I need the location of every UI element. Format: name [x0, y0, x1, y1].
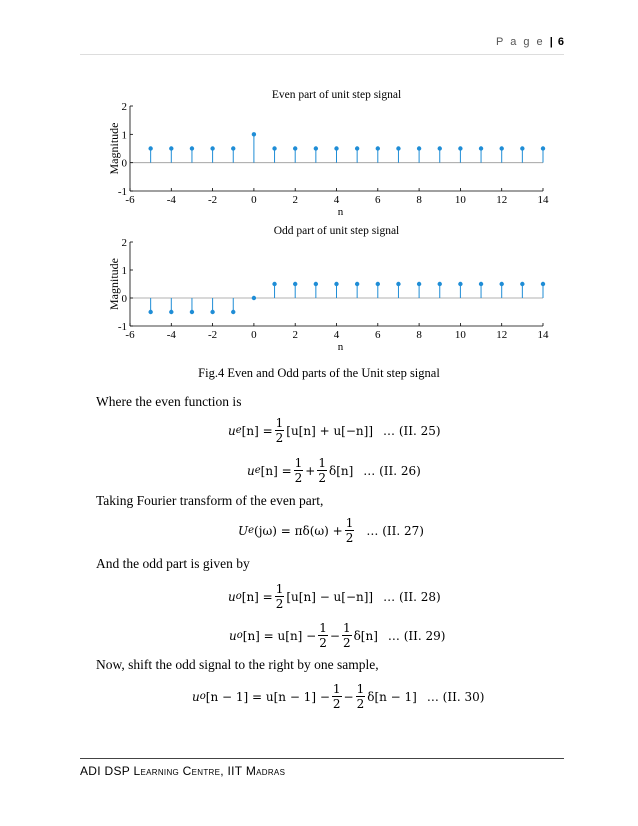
eq-lhs-arg: [n] =: [241, 589, 273, 604]
eq-rhs: δ[n]: [328, 463, 354, 478]
stem-point: [148, 310, 152, 314]
page-number: 6: [557, 36, 564, 48]
x-axis-label: n: [337, 206, 344, 218]
equation-II-27: [238, 516, 424, 545]
x-tick-label: 12: [496, 329, 508, 341]
y-tick-label: -1: [117, 321, 127, 333]
x-tick-label: 14: [537, 329, 549, 341]
fraction: [294, 456, 304, 485]
eq-symbol: u: [228, 589, 236, 604]
x-tick-label: 14: [537, 194, 549, 206]
x-tick-label: -6: [125, 194, 135, 206]
eq-symbol: u: [192, 689, 200, 704]
eq-lhs-arg: [n] = u[n] −: [242, 628, 317, 643]
stem-point: [438, 282, 442, 286]
stem-point: [396, 282, 400, 286]
eq-minus: −: [329, 628, 340, 643]
stem-point: [376, 282, 380, 286]
y-tick-label: 0: [121, 157, 127, 170]
figure-stem-plots: [90, 76, 560, 361]
fraction: [275, 582, 285, 611]
frac-den: 2: [318, 471, 326, 485]
y-axis-label: Magnitude: [107, 122, 121, 175]
x-tick-label: 6: [375, 329, 381, 341]
eq-symbol: u: [229, 628, 237, 643]
page-word: P a g e: [496, 36, 545, 48]
x-tick-label: 4: [333, 329, 340, 341]
stem-point: [231, 146, 235, 150]
stem-point: [190, 146, 194, 150]
frac-den: 2: [332, 697, 341, 711]
fraction: [356, 682, 366, 711]
page-separator: |: [549, 36, 553, 48]
fraction: [332, 682, 342, 711]
eq-lhs-arg: [n − 1] = u[n − 1] −: [205, 689, 330, 704]
stem-point: [314, 146, 318, 150]
y-axis-label: Magnitude: [107, 258, 121, 310]
paragraph-even: Where the even function is: [96, 394, 242, 409]
eq-sub: o: [236, 630, 243, 641]
stem-point: [148, 146, 152, 150]
eq-tag: … (II. 28): [383, 589, 441, 604]
x-tick-label: 8: [416, 194, 422, 206]
eq-plus: +: [305, 463, 316, 478]
fraction: [342, 621, 352, 650]
stem-point: [479, 146, 483, 150]
stem-point: [376, 146, 380, 150]
equation-II-26: [247, 456, 421, 485]
x-tick-label: -4: [166, 194, 176, 206]
stem-point: [396, 146, 400, 150]
x-tick-label: -2: [208, 329, 218, 341]
frac-den: 2: [275, 431, 284, 445]
stem-point: [190, 310, 194, 314]
equation-II-30: [192, 682, 484, 711]
y-tick-label: 2: [121, 101, 127, 113]
stem-point: [417, 282, 421, 286]
stem-point: [272, 146, 276, 150]
x-tick-label: 6: [375, 194, 381, 206]
paragraph-odd: And the odd part is given by: [96, 556, 250, 571]
eq-tag: … (II. 26): [363, 463, 421, 478]
eq-symbol: u: [247, 463, 255, 478]
y-tick-label: 0: [121, 293, 127, 305]
stem-point: [334, 282, 338, 286]
stem-point: [334, 146, 338, 150]
y-tick-label: -1: [117, 186, 127, 198]
x-tick-label: -2: [208, 194, 218, 206]
stem-point: [252, 132, 256, 136]
eq-sub: o: [235, 591, 242, 602]
x-tick-label: -6: [125, 329, 135, 341]
fraction: [345, 516, 355, 545]
stem-point: [541, 146, 545, 150]
x-tick-label: 2: [292, 329, 298, 341]
stem-point: [210, 310, 214, 314]
stem-point: [479, 282, 483, 286]
eq-rhs: δ[n]: [353, 628, 378, 643]
chart-title: Odd part of unit step signal: [273, 225, 400, 237]
stem-point: [355, 282, 359, 286]
stem-point: [293, 282, 297, 286]
eq-rhs: [u[n] + u[−n]]: [286, 423, 374, 438]
stem-point: [169, 146, 173, 150]
eq-tag: … (II. 29): [387, 628, 446, 643]
stem-point: [272, 282, 276, 286]
paragraph-fourier: Taking Fourier transform of the even part,: [96, 493, 324, 508]
stem-point: [355, 146, 359, 150]
stem-point: [520, 146, 524, 150]
stem-point: [417, 146, 421, 150]
footer: ADI DSP Learning Centre, IIT Madras: [80, 764, 286, 778]
x-tick-label: 2: [292, 194, 298, 206]
frac-num: 1: [319, 621, 327, 635]
eq-sub: o: [199, 691, 206, 702]
fraction: [317, 456, 327, 485]
eq-sub: e: [248, 525, 255, 536]
x-tick-label: -4: [166, 329, 176, 341]
frac-num: 1: [345, 516, 354, 530]
frac-num: 1: [332, 682, 341, 696]
frac-num: 1: [342, 621, 351, 635]
frac-den: 2: [319, 636, 327, 650]
eq-sub: e: [235, 425, 242, 436]
stem-point: [252, 296, 256, 300]
frac-num: 1: [356, 682, 365, 696]
frac-num: 1: [294, 456, 303, 470]
equation-II-25: [228, 416, 441, 445]
eq-lhs-arg: (jω) = πδ(ω) +: [254, 523, 343, 538]
stem-point: [458, 282, 462, 286]
frac-num: 1: [275, 582, 284, 596]
page-header: [496, 36, 564, 48]
stem-point: [210, 146, 214, 150]
fraction: [318, 621, 328, 650]
x-tick-label: 0: [251, 329, 257, 341]
frac-den: 2: [294, 471, 303, 485]
fraction: [275, 416, 285, 445]
x-tick-label: 0: [251, 194, 257, 206]
frac-num: 1: [275, 416, 284, 430]
eq-lhs-arg: [n] =: [241, 423, 273, 438]
eq-tag: … (II. 25): [383, 423, 441, 438]
stem-point: [541, 282, 545, 286]
x-axis-label: n: [337, 341, 344, 353]
figure-caption: Fig.4 Even and Odd parts of the Unit step signal: [198, 366, 440, 380]
x-tick-label: 10: [454, 194, 466, 206]
y-tick-label: 1: [121, 265, 127, 277]
eq-tag: … (II. 27): [366, 523, 424, 538]
stem-point: [314, 282, 318, 286]
stem-point: [458, 146, 462, 150]
equation-II-28: [228, 582, 441, 611]
paragraph-shift: Now, shift the odd signal to the right by one sample,: [96, 657, 379, 672]
eq-symbol: u: [228, 423, 236, 438]
frac-den: 2: [345, 531, 354, 545]
frac-num: 1: [318, 456, 326, 470]
equation-II-29: [229, 621, 445, 650]
x-tick-label: 10: [454, 329, 466, 341]
stem-point: [438, 146, 442, 150]
footer-rule: [80, 758, 564, 759]
eq-rhs: [u[n] − u[−n]]: [286, 589, 374, 604]
header-rule: [80, 54, 564, 55]
frac-den: 2: [342, 636, 351, 650]
stem-point: [500, 146, 504, 150]
frac-den: 2: [275, 597, 284, 611]
stem-point: [500, 282, 504, 286]
chart-title: Even part of unit step signal: [271, 89, 402, 101]
y-tick-label: 1: [121, 129, 127, 142]
eq-rhs: δ[n − 1]: [367, 689, 417, 704]
x-tick-label: 8: [416, 329, 422, 341]
stem-point: [520, 282, 524, 286]
stem-point: [293, 146, 297, 150]
frac-den: 2: [356, 697, 365, 711]
stem-point: [169, 310, 173, 314]
eq-lhs-arg: [n] =: [260, 463, 292, 478]
y-tick-label: 2: [121, 237, 127, 249]
eq-symbol: U: [238, 523, 249, 538]
eq-sub: e: [254, 465, 261, 476]
stem-point: [231, 310, 235, 314]
eq-tag: … (II. 30): [426, 689, 485, 704]
x-tick-label: 12: [496, 194, 508, 206]
eq-minus: −: [343, 689, 354, 704]
x-tick-label: 4: [333, 194, 340, 206]
